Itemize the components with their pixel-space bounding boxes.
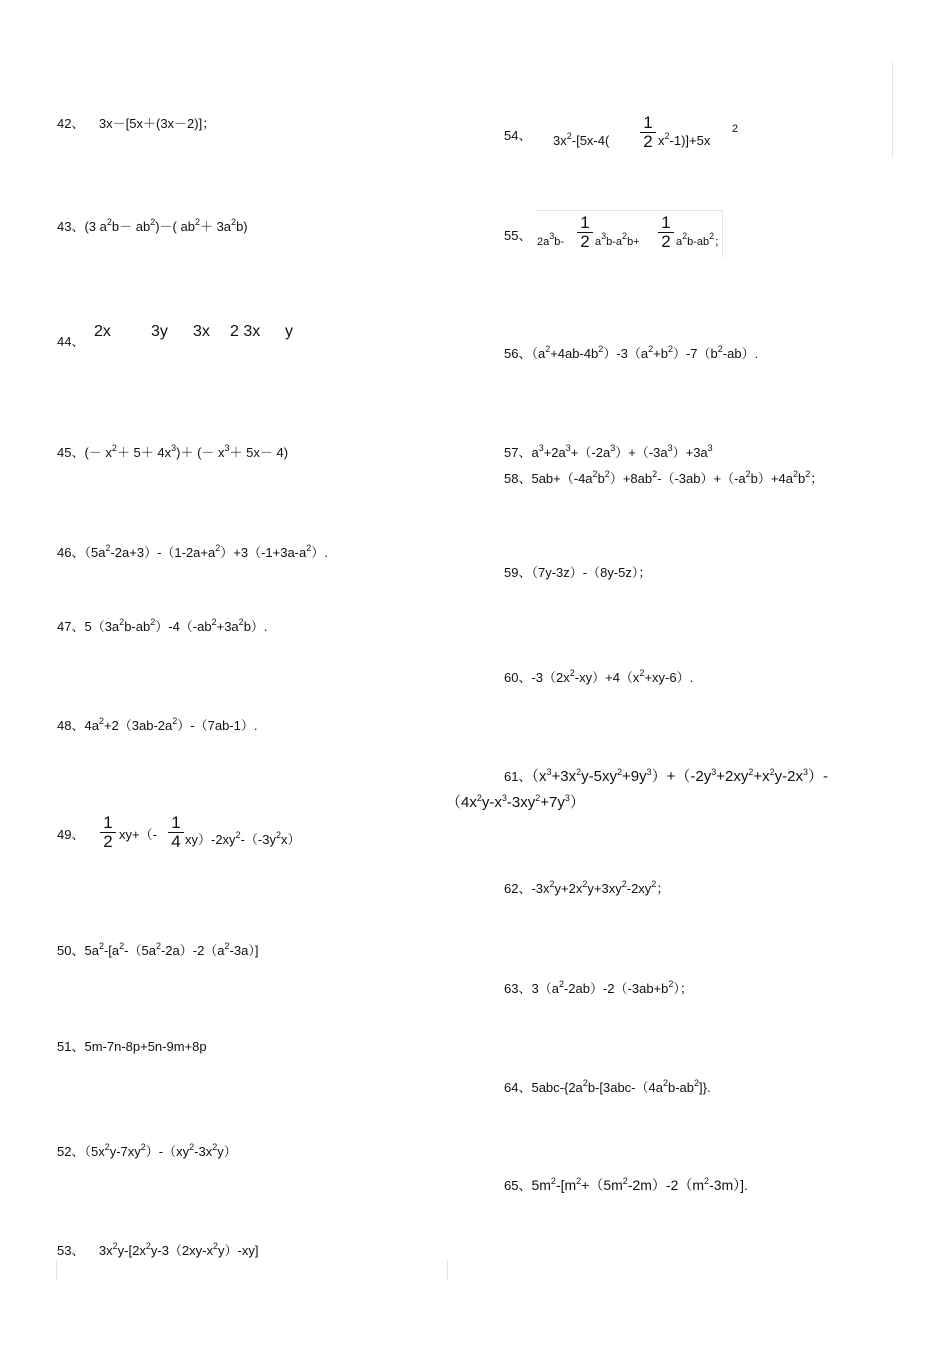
bottom-edge-line (447, 1260, 448, 1280)
exercise-44-term: 2 3x (230, 323, 261, 340)
exercise-54-exponent: 2 (732, 123, 739, 135)
box-top-line (536, 210, 722, 211)
exercise-43: 43、(3 $a^2b- ab^2)-$( $ab^2+ 3a^2b$) (57, 217, 248, 234)
bottom-edge-line (56, 1260, 57, 1280)
exercise-57: 57、$a^3+2a^3+(-2a^3)+(-3a^3)+3a^3$ (504, 443, 713, 460)
exercise-49-number: 49、 (57, 827, 85, 842)
exercise-46: 46、$(5a^2-2a+3)-(1-2a+a^2)+3(-1+3a-a^2)$. (57, 543, 328, 560)
exercise-54-part: $3x^2-[5x-4$( (553, 131, 610, 148)
exercise-44-term: 3y (151, 323, 168, 340)
exercise-45: 45、(－ $x^2+ 5+ 4x^3)+$ (－ $x^3+ 5x- 4$) (57, 443, 289, 460)
exercise-52: 52、$(5x^2y-7xy^2)-(xy^2-3x^2y)$ (57, 1142, 237, 1159)
exercise-49-part: $xy)-2xy^2-(-3y^2x)$ (185, 830, 301, 847)
exercise-64: 64、$5abc-\{2a^2b-[3abc-(4a^2b-ab^2]\}$. (504, 1078, 711, 1095)
exercise-58: 58、$5ab+(-4a^2b^2)+8ab^2-(-3ab)+(-a^2b)+4a^2b^2$； (504, 469, 824, 486)
exercise-49-part: xy+（- (119, 827, 157, 842)
exercise-44-term: y (285, 323, 293, 340)
exercise-55-part: $2a^3b-$ (537, 231, 565, 248)
exercise-56: 56、$(a^2+4ab-4b^2)-3(a^2+b^2)-7(b^2-ab)$. (504, 344, 759, 361)
exercise-54-part: $x^2-1)]+5x$ (658, 131, 711, 148)
exercise-55-number: 55、 (504, 228, 532, 243)
fraction-one-quarter: 1 4 (169, 814, 183, 851)
exercise-59: 59、（7y-3z）-（8y-5z）； (504, 565, 652, 580)
exercise-53: 53、 $3x^2y-[2x^2y-3(2xy-x^2y)-xy]$ (57, 1241, 259, 1258)
exercise-47: 47、$5(3a^2b-ab^2)-4(-ab^2+3a^2b)$. (57, 617, 268, 634)
exercise-50: 50、$5a^2-[a^2-(5a^2-2a)-2(a^2-3a)]$ (57, 941, 259, 958)
page-edge-line (892, 62, 893, 158)
exercise-62: 62、$-3x^2y+2x^2y+3xy^2-2xy^2$； (504, 879, 670, 896)
fraction-one-half: 1 2 (641, 114, 655, 151)
fraction-one-half: 1 2 (578, 214, 592, 251)
exercise-61-continued: $(4x^2y-x^3-3xy^2+7y^3)$ (446, 793, 585, 811)
exercise-54-number: 54、 (504, 128, 532, 143)
exercise-44-term: 2x (94, 323, 111, 340)
exercise-42: 42、 3x－[5x＋(3x－2)]； (57, 116, 216, 131)
exercise-55-part: $a^2b-ab^2$； (676, 231, 726, 248)
exercise-51: 51、5m-7n-8p+5n-9m+8p (57, 1039, 207, 1054)
exercise-44-term: 3x (193, 323, 210, 340)
exercise-44-number: 44、 (57, 334, 85, 349)
exercise-55-part: $a^3b-a^2b+$ (595, 231, 640, 248)
exercise-60: 60、$-3(2x^2-xy)+4(x^2+xy-6)$. (504, 668, 694, 685)
fraction-one-half: 1 2 (659, 214, 673, 251)
exercise-61: 61、$(x^3+3x^2y-5xy^2+9y^3)+(-2y^3+2xy^2+x^2y-2x^3)-$ (504, 767, 828, 785)
fraction-one-half: 1 2 (101, 814, 115, 851)
exercise-63: 63、$3(a^2-2ab)-2(-3ab+b^2)$； (504, 979, 693, 996)
exercise-48: 48、$4a^2+2(3ab-2a^2)-(7ab-1)$. (57, 716, 258, 733)
exercise-65: 65、$5m^2-[m^2+(5m^2-2m)-2(m^2-3m)]$. (504, 1176, 748, 1193)
